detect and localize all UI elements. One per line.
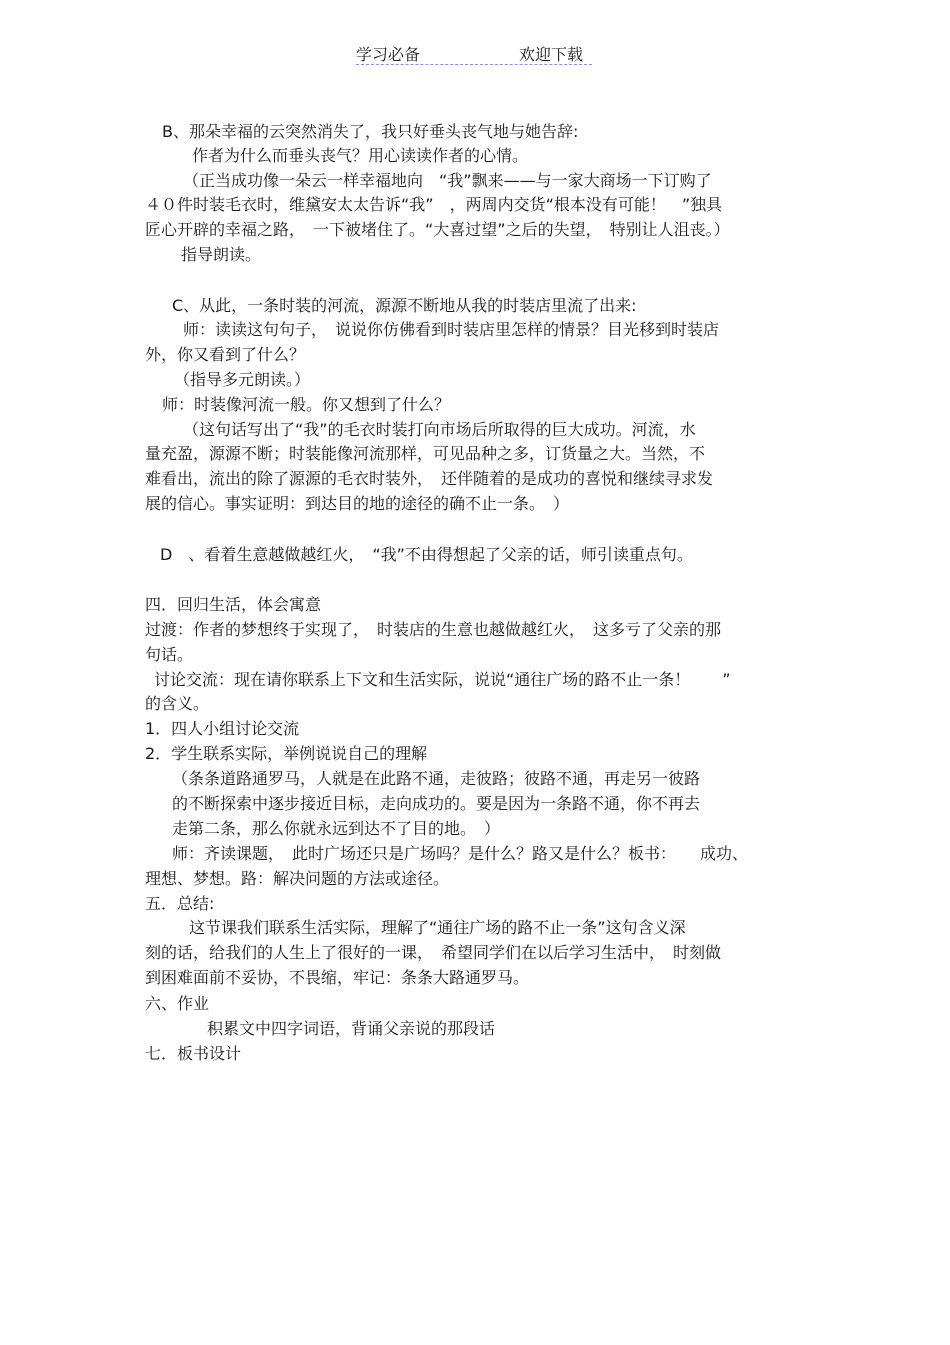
text-line: 走第二条，那么你就永远到达不了目的地。 ） — [172, 819, 501, 838]
text-line: 指导朗读。 — [181, 245, 262, 264]
text-line: 外，你又看到了什么？ — [145, 345, 306, 364]
text-line: 理想、梦想。路：解决问题的方法或途径。 — [145, 869, 450, 888]
text-line: ４０件时装毛衣时，维黛安太太告诉“我” ，两周内交货“根本没有可能！ ”独具 — [145, 195, 723, 214]
section-heading: 五．总结: — [145, 894, 215, 913]
text-line: 刻的话，给我们的人生上了很好的一课， 希望同学们在以后学习生活中， 时刻做 — [145, 943, 722, 962]
text-line: 展的信心。事实证明：到达目的地的途径的确不止一条。 ） — [145, 494, 570, 513]
header-left-text: 学习必备 — [356, 45, 421, 64]
text-line: B、那朵幸福的云突然消失了，我只好垂头丧气地与她告辞: — [162, 122, 579, 141]
section-heading: 六、作业 — [145, 994, 210, 1013]
text-line: （条条道路通罗马，人就是在此路不通，走彼路；彼路不通，再走另一彼路 — [172, 769, 701, 788]
text-line: 句话。 — [145, 645, 194, 664]
text-line: 难看出，流出的除了源源的毛衣时装外， 还伴随着的是成功的喜悦和继续寻求发 — [145, 469, 714, 488]
text-line: D 、看着生意越做越红火， “我”不由得想起了父亲的话，师引读重点句。 — [160, 545, 693, 564]
text-line: 这节课我们联系生活实际，理解了“通往广场的路不止一条”这句含义深 — [189, 918, 686, 937]
text-line: （这句话写出了“我”的毛衣时装打向市场后所取得的巨大成功。河流，水 — [183, 420, 696, 439]
header-right-text: 欢迎下载 — [519, 45, 584, 64]
text-line: 作者为什么而垂头丧气？用心读读作者的心情。 — [192, 146, 529, 165]
list-item: 2．学生联系实际，举例说说自己的理解 — [145, 744, 428, 763]
text-line: 过渡：作者的梦想终于实现了， 时装店的生意也越做越红火， 这多亏了父亲的那 — [145, 620, 722, 639]
text-line: 讨论交流：现在请你联系上下文和生活实际，说说“通往广场的路不止一条！ ” — [154, 670, 731, 689]
text-line: 量充盈，源源不断；时装能像河流那样，可见品种之多，订货量之大。当然，不 — [145, 444, 706, 463]
list-item: 1．四人小组讨论交流 — [145, 719, 300, 738]
text-line: 师：读读这句句子， 说说你仿佛看到时装店里怎样的情景？目光移到时装店 — [183, 320, 720, 339]
text-line: 匠心开辟的幸福之路， 一下被堵住了。“大喜过望”之后的失望， 特别让人沮丧。） — [145, 220, 730, 239]
text-line: 师：齐读课题， 此时广场还只是广场吗？是什么？路又是什么？板书： 成功、 — [172, 844, 749, 863]
text-line: C、从此，一条时装的河流，源源不断地从我的时装店里流了出来: — [172, 296, 637, 315]
text-line: 到困难面前不妥协，不畏缩，牢记：条条大路通罗马。 — [145, 968, 530, 987]
section-heading: 四．回归生活，体会寓意 — [145, 595, 322, 614]
text-line: 积累文中四字词语，背诵父亲说的那段话 — [207, 1019, 496, 1038]
section-heading: 七．板书设计 — [145, 1044, 242, 1063]
text-line: 的含义。 — [145, 694, 210, 713]
text-line: （正当成功像一朵云一样幸福地向 “我”飘来——与一家大商场一下订购了 — [183, 171, 712, 190]
text-line: （指导多元朗读。） — [174, 370, 311, 389]
page-header — [356, 42, 592, 65]
text-line: 的不断探索中逐步接近目标，走向成功的。要是因为一条路不通，你不再去 — [172, 794, 701, 813]
text-line: 师：时装像河流一般。你又想到了什么？ — [162, 395, 451, 414]
